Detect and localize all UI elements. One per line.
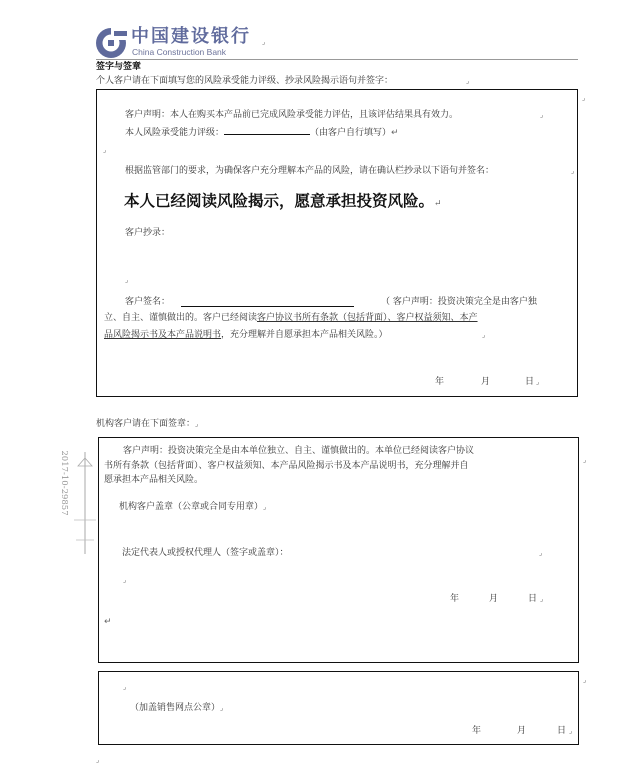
bank-name-cn: 中国建设银行 [131,26,251,47]
institution-date-mark: ⌟ [540,595,544,603]
ccb-logo-icon [95,27,127,59]
bank-logo [95,27,127,59]
copy-area[interactable] [120,242,560,286]
side-stamp-number: 2017-10-29857 [59,450,69,516]
risk-statement: 本人已经阅读风险揭示，愿意承担投资风险。↵ [124,191,442,210]
institution-date-day: 日 [528,594,538,604]
institution-paragraph-mark: ↵ [104,617,112,627]
signature-field[interactable] [181,306,354,307]
institution-intro: 机构客户请在下面签章：⌟ [96,419,199,429]
branch-date-mark: ⌟ [569,727,573,735]
branch-date-month: 月 [517,726,527,736]
branch-date-year: 年 [472,726,482,736]
instruction-corner-mark: ⌟ [571,167,575,175]
individual-date-year: 年 [435,377,445,387]
intro-corner-mark: ⌟ [466,77,470,85]
institution-seal-row: 机构客户盖章（公章或合同专用章）⌟ [119,502,267,512]
bank-name-en: China Construction Bank [132,47,227,57]
risk-rating-row [125,125,399,139]
risk-rating-label: 本人风险承受能力评级： [125,128,225,138]
paragraph-mark: ↵ [391,128,399,138]
branch-seal-area[interactable] [115,715,415,739]
institution-date-month: 月 [489,594,499,604]
representative-signature-area[interactable] [115,562,555,590]
header-corner-mark: ⌟ [262,38,266,46]
customer-note-line3: 品风险揭示书及本产品说明书，充分理解并自愿承担本产品相关风险。） [104,330,388,340]
branch-seal-row: （加盖销售网点公章）⌟ [130,703,224,713]
institution-declaration-line2: 书所有条款（包括背面）、客户权益须知、本产品风险揭示书及本产品说明书，充分理解并自 [104,460,469,471]
blank-line-mark-2: ⌟ [123,576,127,584]
declaration-corner-mark: ⌟ [540,111,544,119]
blank-line-mark: ⌟ [103,146,107,154]
date-corner-mark: ⌟ [536,378,540,386]
copy-instruction: 根据监管部门的要求，为确保客户充分理解本产品的风险，请在确认栏抄录以下语句并签名： [125,166,495,176]
risk-rating-note: （由客户自行填写） [310,128,392,138]
institution-seal-area[interactable] [115,515,555,545]
representative-label: 法定代表人或授权代理人（签字或盖章）： [122,548,289,558]
signature-label: 客户签名： [125,297,171,307]
copy-area-mark: ⌟ [125,276,129,284]
individual-intro: 个人客户请在下面填写您的风险承受能力评级、抄录风险揭示语句并签字： [96,76,394,86]
branch-date-day: 日 [557,726,567,736]
institution-corner-mark: ⌟ [583,456,587,464]
individual-date-day: 日 [525,377,535,387]
branch-blank-mark: ⌟ [123,683,127,691]
individual-date-month: 月 [481,377,491,387]
institution-declaration-line1: 客户声明：投资决策完全是由本单位独立、自主、谨慎做出的。本单位已经阅读客户协议 [123,446,475,456]
page-end-mark: ⌟ [96,756,100,764]
institution-date-year: 年 [450,594,460,604]
institution-intro-mark: ⌟ [195,420,199,428]
branch-seal-mark: ⌟ [220,704,224,712]
customer-note-line2: 立、自主、谨慎做出的。客户已经阅读客户协议书所有条款（包括背面）、客户权益须知、本产 [104,313,478,323]
individual-box-corner-mark: ⌟ [582,94,586,102]
header-rule [96,59,578,60]
statement-paragraph-mark: ↵ [434,199,442,209]
customer-note-lead: （ 客户声明：投资决策完全是由客户独 [381,297,537,307]
risk-rating-field[interactable] [224,125,310,135]
individual-declaration: 客户声明：本人在购买本产品前已完成风险承受能力评估，且该评估结果具有效力。 [125,110,459,120]
note-corner-mark: ⌟ [482,331,486,339]
seal-label-mark: ⌟ [263,503,267,511]
branch-corner-mark: ⌟ [583,676,587,684]
institution-declaration-line3: 愿承担本产品相关风险。 [104,475,204,485]
institution-declaration [104,444,578,488]
copy-label: 客户抄录： [125,228,171,238]
representative-corner-mark: ⌟ [539,549,543,557]
section-title: 签字与签章 [96,62,142,72]
